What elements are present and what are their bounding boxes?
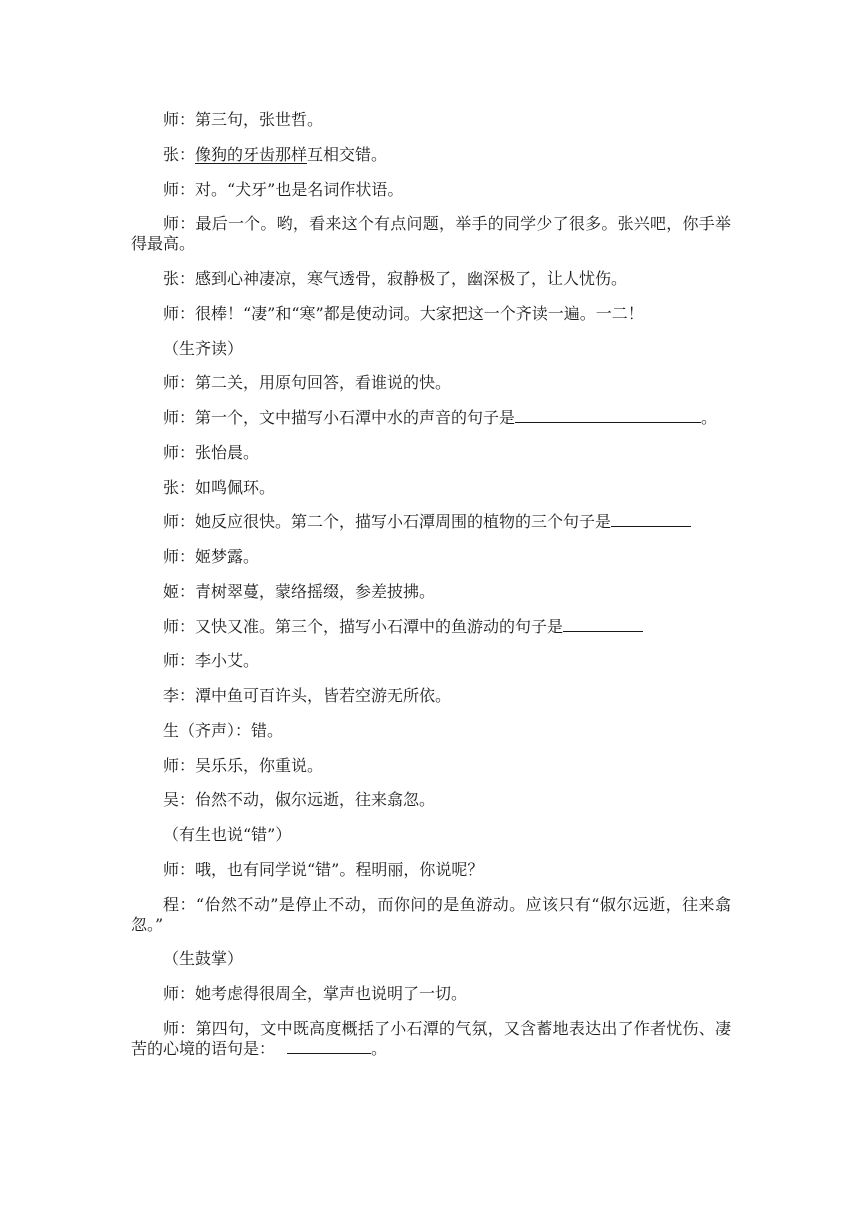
paragraph: （生鼓掌） bbox=[163, 949, 244, 969]
paragraph: 师：姬梦露。 bbox=[163, 547, 260, 566]
paragraph: 师：第三句，张世哲。 bbox=[163, 110, 324, 129]
paragraph bbox=[131, 1019, 731, 1074]
paragraph bbox=[131, 145, 731, 180]
paragraph: 李：潭中鱼可百许头，皆若空游无所依。 bbox=[163, 686, 452, 705]
underlined-text: 像狗的牙齿那样 bbox=[195, 144, 308, 164]
paragraph: （有生也说“错”） bbox=[163, 825, 292, 844]
paragraph: 张：感到心神凄凉，寒气透骨，寂静极了，幽深极了，让人忧伤。 bbox=[163, 269, 628, 288]
speaker-label: 张： bbox=[163, 144, 196, 164]
paragraph: 师：对。“犬牙”也是名词作状语。 bbox=[163, 179, 404, 199]
paragraph-text: 师：第四句，文中既高度概括了小石潭的气氛，又含蓄地表达出了作者忧伤、凄苦的心境的语句是： bbox=[131, 1018, 731, 1058]
paragraph: （生齐读） bbox=[163, 338, 244, 358]
answer-blank bbox=[287, 1039, 371, 1054]
paragraph: 师：第二关，用原句回答，看谁说的快。 bbox=[163, 373, 452, 393]
paragraph: 师：最后一个。哟，看来这个有点问题，举手的同学少了很多。张兴吧，你手举得最高。 bbox=[131, 214, 731, 254]
paragraph: 师：吴乐乐，你重说。 bbox=[163, 755, 324, 775]
paragraph: 师：张怡晨。 bbox=[163, 442, 260, 462]
paragraph-text: 互相交错。 bbox=[307, 144, 388, 164]
answer-blank bbox=[563, 617, 643, 632]
paragraph: 师：李小艾。 bbox=[163, 651, 260, 671]
answer-blank bbox=[611, 512, 691, 527]
paragraph-text: 师：又快又准。第三个，描写小石潭中的鱼游动的句子是 bbox=[163, 616, 564, 636]
paragraph: 师：哦，也有同学说“错”。程明丽，你说呢？ bbox=[163, 859, 484, 879]
answer-blank bbox=[515, 408, 701, 423]
paragraph: 师：很棒！“凄”和“寒”都是使动词。大家把这一个齐读一遍。一二！ bbox=[163, 303, 644, 323]
paragraph: 师：她考虑得很周全，掌声也说明了一切。 bbox=[163, 984, 468, 1003]
paragraph: 姬：青树翠蔓，蒙络摇缀，参差披拂。 bbox=[163, 581, 436, 601]
paragraph-text: 。 bbox=[371, 1038, 388, 1058]
paragraph: 生（齐声）：错。 bbox=[163, 720, 284, 740]
paragraph bbox=[131, 512, 731, 547]
paragraph: 张：如鸣佩环。 bbox=[163, 477, 276, 497]
paragraph bbox=[131, 617, 731, 652]
paragraph-text: 师：第一个，文中描写小石潭中水的声音的句子是 bbox=[163, 408, 516, 427]
paragraph bbox=[131, 408, 731, 443]
document-body bbox=[131, 110, 731, 1074]
paragraph: 吴：佁然不动，俶尔远逝，往来翕忽。 bbox=[163, 790, 436, 810]
paragraph-text: 师：她反应很快。第二个，描写小石潭周围的植物的三个句子是 bbox=[163, 512, 612, 532]
paragraph-text: 。 bbox=[701, 408, 718, 427]
paragraph: 程：“佁然不动”是停止不动，而你问的是鱼游动。应该只有“俶尔远逝，往来翕忽。” bbox=[131, 894, 731, 934]
